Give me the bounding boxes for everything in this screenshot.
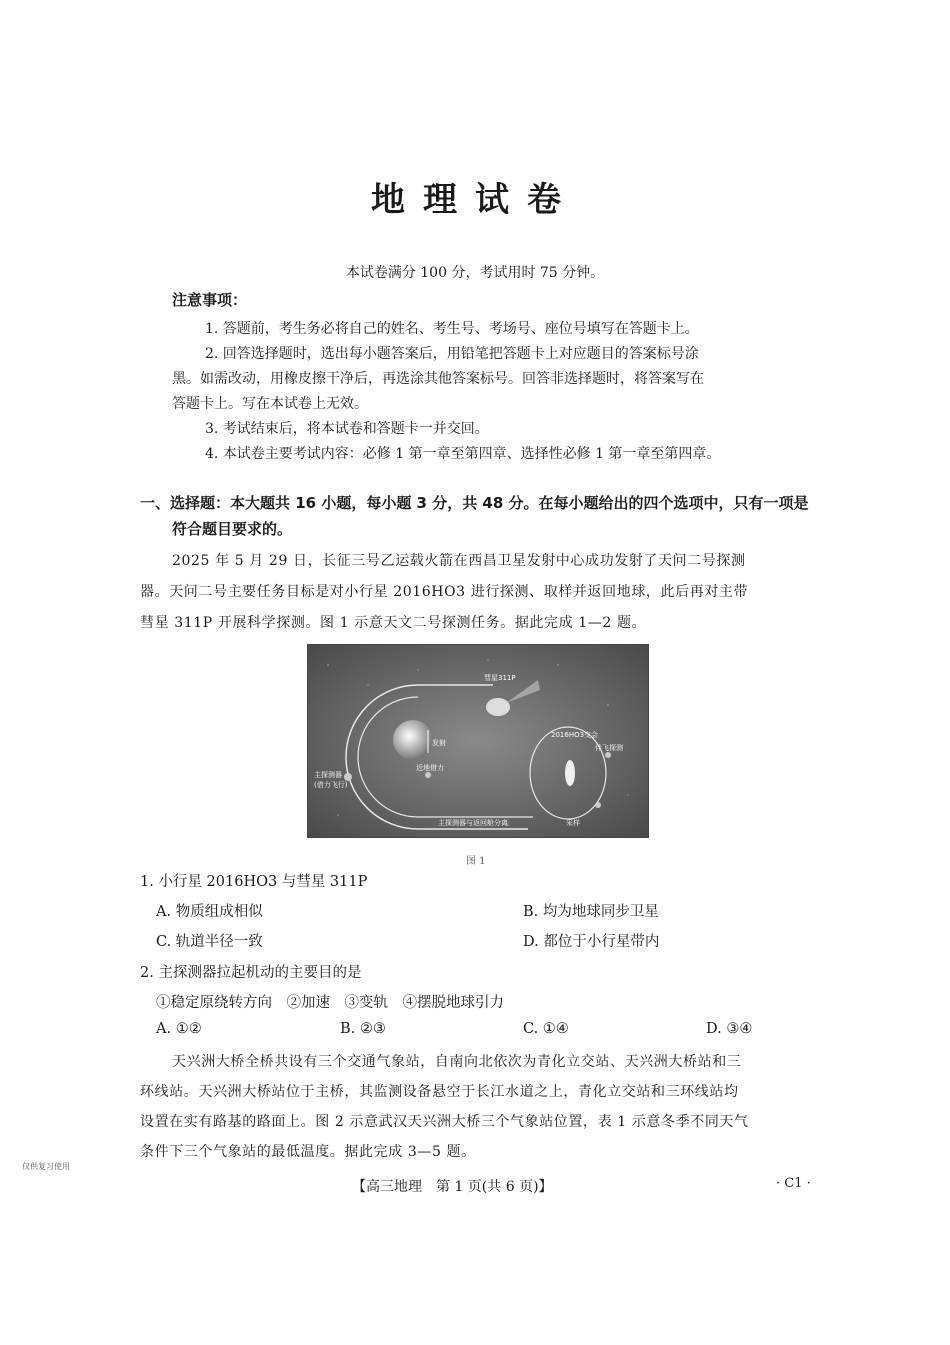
comet-icon [486,698,510,716]
q2-option-a: A. ①② [156,1021,202,1037]
q1-option-c: C. 轨道半径一致 [156,934,263,950]
side-note: 仅供复习使用 [22,1162,70,1171]
label-launch: 发射 [432,739,446,747]
q2-option-b: B. ②③ [340,1021,386,1037]
label-release: 采样 [566,819,580,827]
probe-icon-4 [595,802,601,808]
probe-icon-3 [605,752,611,758]
notice-line-3: 黑。如需改动，用橡皮擦干净后，再选涂其他答案标号。回答非选择题时，将答案写在 [172,371,704,387]
notice-line-6: 4. 本试卷主要考试内容：必修 1 第一章至第四章、选择性必修 1 第一章至第四章。 [205,446,721,462]
passage2-line-3: 设置在实有路基的路面上。图 2 示意武汉天兴洲大桥三个气象站位置，表 1 示意冬季不同天气 [140,1114,749,1130]
section-heading: 一、选择题：本大题共 16 小题，每小题 3 分，共 48 分。在每小题给出的四个选项中，只有一项是 [140,494,809,512]
label-earth-flyby: 近地借力 [416,764,444,772]
label-probe-2: (借力飞行) [314,781,348,789]
question-1-stem: 1. 小行星 2016HO3 与彗星 311P [140,874,368,890]
probe-icon-2 [425,772,431,778]
question-2-stem: 2. 主探测器拉起机动的主要目的是 [140,965,362,981]
label-sample: 伴飞探测 [595,744,623,752]
page-title: 地理试卷 [371,180,579,220]
q1-option-d: D. 都位于小行星带内 [523,934,660,950]
notice-line-2: 2. 回答选择题时，选出每小题答案后，用铅笔把答题卡上对应题目的答案标号涂 [205,346,699,362]
notice-line-1: 1. 答题前，考生务必将自己的姓名、考生号、考场号、座位号填写在答题卡上。 [205,321,699,337]
exam-intro: 本试卷满分 100 分，考试用时 75 分钟。 [345,265,605,281]
passage1-line-3: 彗星 311P 开展科学探测。图 1 示意天文二号探测任务。据此完成 1—2 题。 [140,615,647,631]
label-return: 主探测器与返回舱分离 [438,819,508,827]
page-footer: 【高三地理 第 1 页(共 6 页)】 [352,1179,553,1195]
q1-option-a: A. 物质组成相似 [156,904,263,920]
q2-option-c: C. ①④ [523,1021,569,1037]
section-heading-cont: 符合题目要求的。 [172,520,293,538]
q2-option-d: D. ③④ [706,1021,753,1037]
passage2-line-2: 环线站。天兴洲大桥站位于主桥，其监测设备悬空于长江水道之上，青化立交站和三环线站均 [140,1084,739,1100]
mission-diagram [308,645,648,837]
probe-icon-1 [344,773,352,781]
passage1-line-1: 2025 年 5 月 29 日，长征三号乙运载火箭在西昌卫星发射中心成功发射了天问二号探测 [172,553,746,569]
label-comet: 彗星311P [484,674,516,682]
figure-caption: 图 1 [466,856,486,867]
label-asteroid: 2016HO3交会 [551,731,599,739]
passage1-line-2: 器。天问二号主要任务目标是对小行星 2016HO3 进行探测、取样并返回地球，此后再对主带 [140,584,749,600]
q1-option-b: B. 均为地球同步卫星 [523,904,659,920]
figure-1 [307,644,649,838]
passage2-line-1: 天兴洲大桥全桥共设有三个交通气象站，自南向北依次为青化立交站、天兴洲大桥站和三 [172,1054,742,1070]
q2-items: ①稳定原绕转方向 ②加速 ③变轨 ④摆脱地球引力 [156,995,504,1011]
earth-icon [393,720,433,760]
notice-line-4: 答题卡上。写在本试卷上无效。 [172,396,368,412]
asteroid-icon [565,760,575,786]
notice-line-5: 3. 考试结束后，将本试卷和答题卡一并交回。 [205,421,489,437]
notice-heading: 注意事项： [172,291,248,309]
passage2-line-4: 条件下三个气象站的最低温度。据此完成 3—5 题。 [140,1144,476,1160]
page-code: · C1 · [776,1176,811,1191]
label-probe: 主探测器 [314,771,342,779]
